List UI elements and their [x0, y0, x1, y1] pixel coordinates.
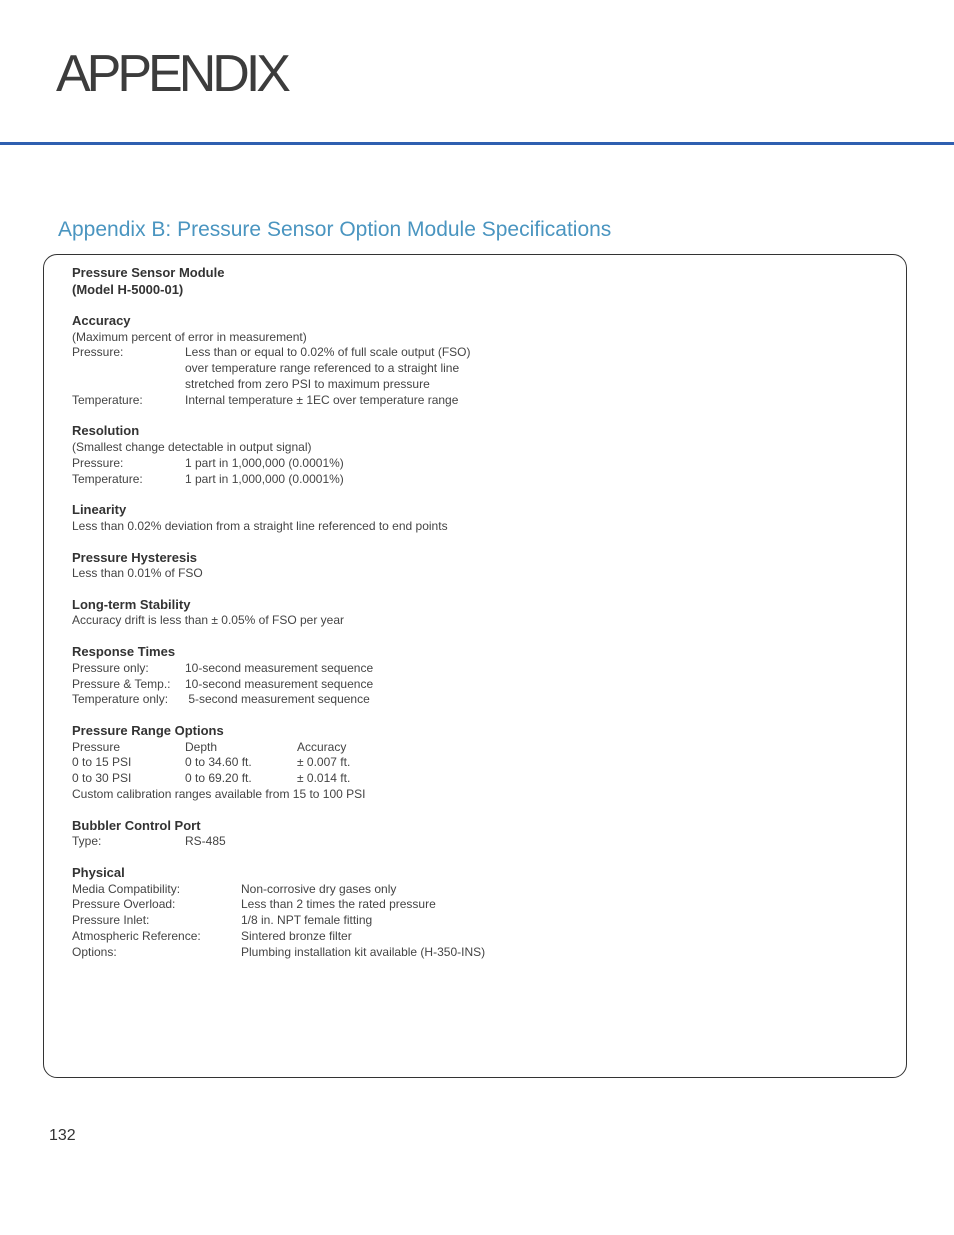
physical-value: 1/8 in. NPT female fitting: [241, 913, 373, 928]
physical-label: Media Compatibility:: [72, 881, 181, 896]
resolution-pressure-label: Pressure:: [72, 455, 124, 470]
stability-heading: Long-term Stability: [72, 596, 191, 612]
response-row: [72, 692, 485, 708]
hysteresis-text: Less than 0.01% of FSO: [72, 566, 203, 581]
bubbler-label: Type:: [72, 834, 102, 849]
bubbler-row: [72, 834, 485, 850]
physical-label: Atmospheric Reference:: [72, 929, 201, 944]
linearity-text: Less than 0.02% deviation from a straight line referenced to end points: [72, 518, 448, 533]
response-value: 10-second measurement sequence: [185, 660, 374, 675]
accuracy-temperature-label: Temperature:: [72, 392, 143, 407]
bubbler-heading: Bubbler Control Port: [72, 817, 201, 833]
resolution-heading: Resolution: [72, 423, 140, 439]
range-row: [72, 771, 485, 787]
hysteresis-heading: Pressure Hysteresis: [72, 549, 198, 565]
physical-row: [72, 945, 485, 961]
stability-text: Accuracy drift is less than ± 0.05% of FSO per year: [72, 613, 345, 628]
range-cell: ± 0.014 ft.: [297, 771, 351, 786]
range-row: [72, 755, 485, 771]
accuracy-pressure-label: Pressure:: [72, 345, 124, 360]
spec-content: [72, 265, 485, 961]
response-label: Pressure & Temp.:: [72, 676, 171, 691]
response-row: [72, 677, 485, 693]
physical-label: Pressure Inlet:: [72, 913, 150, 928]
page-number: 132: [49, 1127, 76, 1144]
accuracy-temperature-row: [72, 393, 485, 409]
physical-row: [72, 929, 485, 945]
resolution-temperature-row: [72, 472, 485, 488]
accuracy-pressure-row: [72, 361, 485, 377]
response-value: 10-second measurement sequence: [185, 676, 374, 691]
module-name: Pressure Sensor Module: [72, 265, 225, 280]
physical-heading: Physical: [72, 865, 125, 881]
physical-value: Plumbing installation kit available (H-350-INS): [241, 944, 486, 959]
physical-row: [72, 897, 485, 913]
bubbler-value: RS-485: [185, 834, 226, 849]
physical-row: [72, 882, 485, 898]
accuracy-note: (Maximum percent of error in measurement): [72, 329, 307, 344]
resolution-pressure-row: [72, 456, 485, 472]
resolution-temperature-value: 1 part in 1,000,000 (0.0001%): [185, 471, 344, 486]
accuracy-heading: Accuracy: [72, 313, 131, 328]
physical-value: Sintered bronze filter: [241, 929, 352, 944]
resolution-temperature-label: Temperature:: [72, 471, 143, 486]
physical-label: Pressure Overload:: [72, 897, 176, 912]
range-cell: 0 to 15 PSI: [72, 755, 132, 770]
accuracy-temperature-value: Internal temperature ± 1EC over temperature range: [185, 392, 459, 407]
physical-label: Options:: [72, 944, 117, 959]
range-col-accuracy: Accuracy: [297, 739, 347, 754]
range-header-row: [72, 740, 485, 756]
response-label: Temperature only:: [72, 692, 169, 707]
accuracy-pressure-line-2: over temperature range referenced to a straight line: [185, 361, 460, 376]
module-model: (Model H-5000-01): [72, 281, 184, 297]
resolution-pressure-value: 1 part in 1,000,000 (0.0001%): [185, 455, 344, 470]
response-row: [72, 661, 485, 677]
range-cell: 0 to 69.20 ft.: [185, 771, 252, 786]
range-col-pressure: Pressure: [72, 739, 121, 754]
header-divider: [0, 142, 954, 145]
resolution-note: (Smallest change detectable in output signal): [72, 439, 312, 454]
range-heading: Pressure Range Options: [72, 723, 224, 739]
response-label: Pressure only:: [72, 660, 149, 675]
accuracy-pressure-line-3: stretched from zero PSI to maximum pressure: [185, 376, 430, 391]
range-col-depth: Depth: [185, 739, 218, 754]
range-cell: 0 to 30 PSI: [72, 771, 132, 786]
section-title: Appendix B: Pressure Sensor Option Module Specifications: [58, 218, 612, 241]
accuracy-pressure-row: [72, 377, 485, 393]
accuracy-pressure-line-1: Less than or equal to 0.02% of full scale output (FSO): [185, 345, 471, 360]
physical-value: Less than 2 times the rated pressure: [241, 897, 436, 912]
range-cell: 0 to 34.60 ft.: [185, 755, 252, 770]
physical-value: Non-corrosive dry gases only: [241, 881, 397, 896]
accuracy-pressure-row: [72, 345, 485, 361]
response-value: 5-second measurement sequence: [185, 692, 370, 707]
response-heading: Response Times: [72, 644, 176, 660]
page-header-title: APPENDIX: [56, 45, 287, 103]
physical-row: [72, 913, 485, 929]
linearity-heading: Linearity: [72, 502, 127, 518]
range-cell: ± 0.007 ft.: [297, 755, 351, 770]
range-note: Custom calibration ranges available from 15 to 100 PSI: [72, 787, 366, 802]
